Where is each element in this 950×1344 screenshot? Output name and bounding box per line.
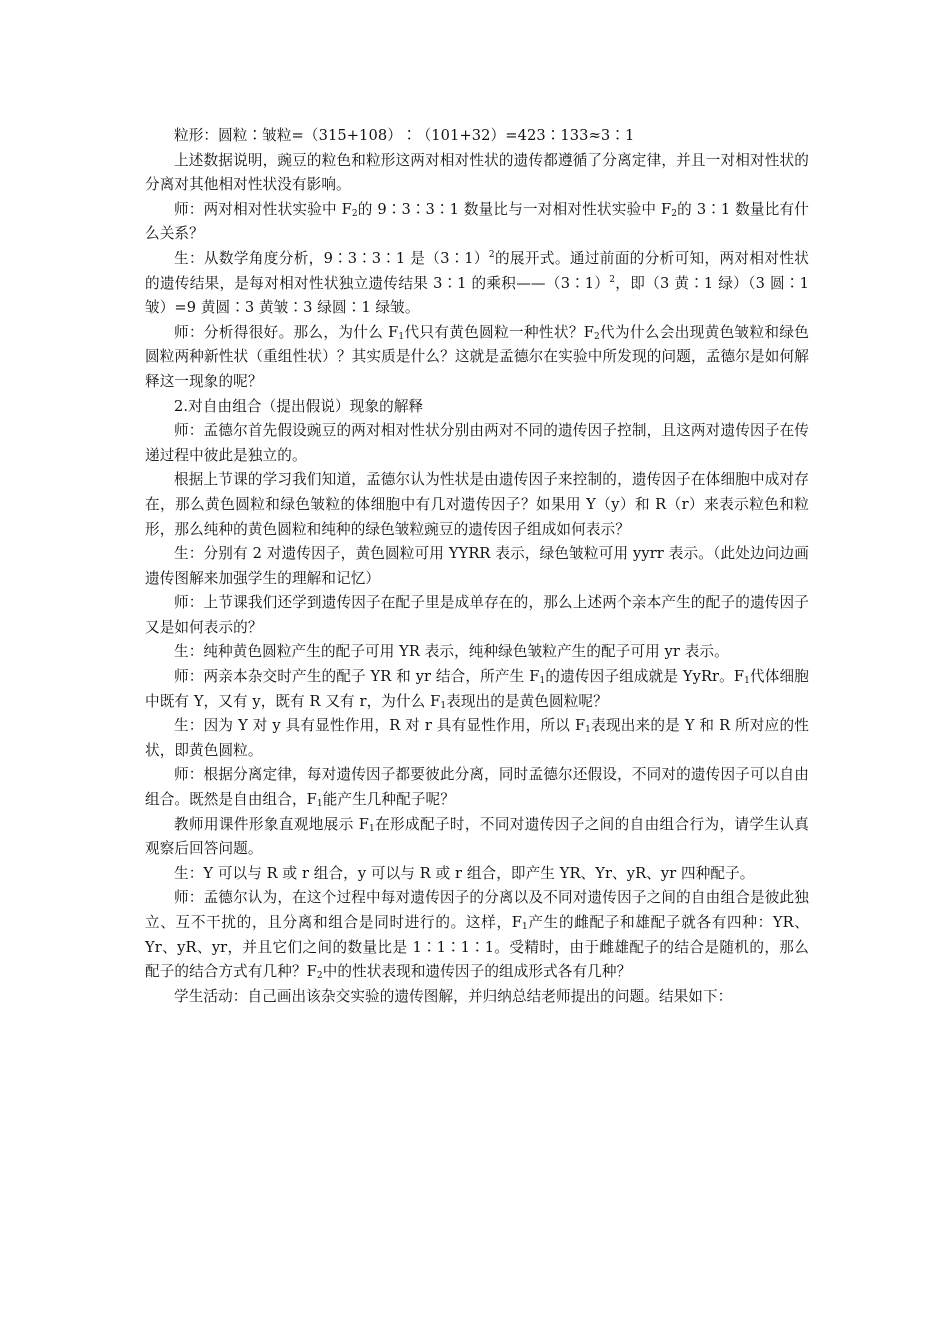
text-run: 师：根据分离定律，每对遗传因子都要彼此分离，同时孟德尔还假设，不同对的遗传因子可以自由组合。既然是自由组合，F bbox=[145, 766, 809, 809]
subscript: 2 bbox=[671, 208, 678, 219]
text-run: 生：纯种黄色圆粒产生的配子可用 YR 表示，纯种绿色皱粒产生的配子可用 yr 表示。 bbox=[174, 643, 729, 661]
text-run: 师：两对相对性状实验中 F bbox=[174, 200, 352, 218]
text-run: 师：孟德尔认为，在这个过程中每对遗传因子的分离以及不同对遗传因子之间的自由组合是彼此独立、互不干扰的，且分离和组合是同时进行的。这样，F bbox=[145, 889, 809, 931]
subscript: 1 bbox=[539, 676, 546, 687]
text-run: 表现出的是黄色圆粒呢？ bbox=[446, 692, 608, 710]
text-run: 的遗传因子组成就是 YyRr。F bbox=[545, 668, 745, 686]
paragraph bbox=[145, 542, 809, 591]
paragraph bbox=[145, 149, 809, 198]
text-run: 表现出来的是 Y 和 R 所对应的性状，即黄色圆粒。 bbox=[145, 717, 809, 759]
text-run: 中的性状表现和遗传因子的组成形式各有几种？ bbox=[322, 963, 632, 981]
text-run: 师：上节课我们还学到遗传因子在配子里是成单存在的，那么上述两个亲本产生的配子的遗传因子又是如何表示的？ bbox=[145, 594, 809, 636]
paragraph bbox=[145, 640, 809, 665]
text-run: 的 9∶3∶3∶1 数量比与一对相对性状实验中 F bbox=[357, 200, 672, 218]
subscript: 1 bbox=[521, 922, 528, 932]
text-run: 生：因为 Y 对 y 具有显性作用，R 对 r 具有显性作用，所以 F bbox=[174, 717, 586, 735]
subscript: 1 bbox=[440, 700, 447, 711]
paragraph bbox=[145, 247, 814, 321]
text-run: 师：分析得很好。那么，为什么 F bbox=[174, 323, 399, 341]
text-run: 根据上节课的学习我们知道，孟德尔认为性状是由遗传因子来控制的，遗传因子在体细胞中成对存在，那么黄色圆粒和绿色皱粒的体细胞中有几对遗传因子？如果用 Y（y）和 R（r）来表示粒色和粒形，那么纯种的黄色圆粒和纯种的绿色皱粒豌豆的遗传因子组成如何表示？ bbox=[145, 471, 809, 538]
text-run: 在形成配子时，不同对遗传因子之间的自由组合行为，请学生认真观察后回答问题。 bbox=[145, 815, 809, 858]
text-run: 能产生几种配子呢？ bbox=[322, 791, 455, 809]
subscript: 1 bbox=[744, 676, 750, 687]
paragraph bbox=[145, 321, 809, 395]
paragraph bbox=[145, 124, 809, 149]
text-run: 生：从数学角度分析，9∶3∶3∶1 是（3∶1） bbox=[174, 249, 489, 267]
text-run: 粒形：圆粒∶皱粒=（315+108）∶（101+32）=423∶133≈3∶1 bbox=[174, 127, 635, 144]
paragraph bbox=[145, 198, 809, 247]
text-run: 教师用课件形象直观地展示 F bbox=[174, 815, 369, 833]
text-run: ，即（3 黄∶1 绿）（3 圆∶1 皱）=9 黄圆∶3 黄皱∶3 绿圆∶1 绿皱。 bbox=[145, 274, 814, 317]
subscript: 2 bbox=[316, 971, 323, 982]
paragraph bbox=[145, 591, 809, 640]
text-run: 2.对自由组合（提出假说）现象的解释 bbox=[174, 397, 424, 415]
paragraph bbox=[145, 714, 809, 763]
text-run: 生：Y 可以与 R 或 r 组合，y 可以与 R 或 r 组合，即产生 YR、Yr、yR、yr 四种配子。 bbox=[174, 864, 755, 882]
text-run: 代只有黄色圆粒一种性状？F bbox=[404, 323, 594, 341]
subscript: 2 bbox=[593, 331, 600, 342]
superscript: 2 bbox=[488, 249, 495, 260]
subscript: 2 bbox=[351, 208, 358, 219]
text-run: 学生活动：自己画出该杂交实验的遗传图解，并归纳总结老师提出的问题。结果如下： bbox=[174, 987, 733, 1005]
text-run: 代为什么会出现黄色皱粒和绿色圆粒两种新性状（重组性状）？其实质是什么？这就是孟德尔在实验中所发现的问题，孟德尔是如何解释这一现象的呢？ bbox=[145, 323, 809, 390]
paragraph bbox=[145, 985, 809, 1010]
text-run: 产生的雌配子和雄配子就各有四种：YR、Yr、yR、yr，并且它们之间的数量比是 1∶1∶1∶1。受精时，由于雌雄配子的结合是随机的，那么配子的结合方式有几种？F bbox=[145, 914, 809, 981]
text-run: 上述数据说明，豌豆的粒色和粒形这两对相对性状的遗传都遵循了分离定律，并且一对相对性状的分离对其他相对性状没有影响。 bbox=[145, 151, 809, 194]
paragraph bbox=[145, 813, 809, 862]
text-run: 的展开式。通过前面的分析可知，两对相对性状的遗传结果，是每对相对性状独立遗传结果 3∶1 的乘积——（3∶1） bbox=[145, 249, 809, 292]
paragraph bbox=[145, 419, 809, 468]
paragraph bbox=[145, 862, 809, 887]
text-run: 的 3∶1 数量比有什么关系？ bbox=[145, 200, 809, 243]
text-run: 生：分别有 2 对遗传因子，黄色圆粒可用 YYRR 表示，绿色皱粒可用 yyrr 表示。（此处边问边画遗传图解来加强学生的理解和记忆） bbox=[145, 545, 809, 587]
subscript: 1 bbox=[316, 799, 323, 810]
paragraph bbox=[145, 468, 809, 542]
paragraph bbox=[145, 763, 809, 812]
section-heading bbox=[145, 395, 809, 420]
superscript: 2 bbox=[609, 274, 616, 285]
subscript: 1 bbox=[398, 331, 405, 342]
text-run: 师：孟德尔首先假设豌豆的两对相对性状分别由两对不同的遗传因子控制，且这两对遗传因子在传递过程中彼此是独立的。 bbox=[145, 422, 809, 464]
text-run: 师：两亲本杂交时产生的配子 YR 和 yr 结合，所产生 F bbox=[174, 668, 540, 686]
document-page bbox=[145, 124, 814, 1009]
subscript: 1 bbox=[368, 823, 375, 834]
paragraph bbox=[145, 665, 809, 714]
subscript: 1 bbox=[585, 725, 591, 736]
paragraph bbox=[145, 886, 809, 984]
text-run: 代体细胞中既有 Y，又有 y，既有 R 又有 r，为什么 F bbox=[145, 668, 810, 710]
